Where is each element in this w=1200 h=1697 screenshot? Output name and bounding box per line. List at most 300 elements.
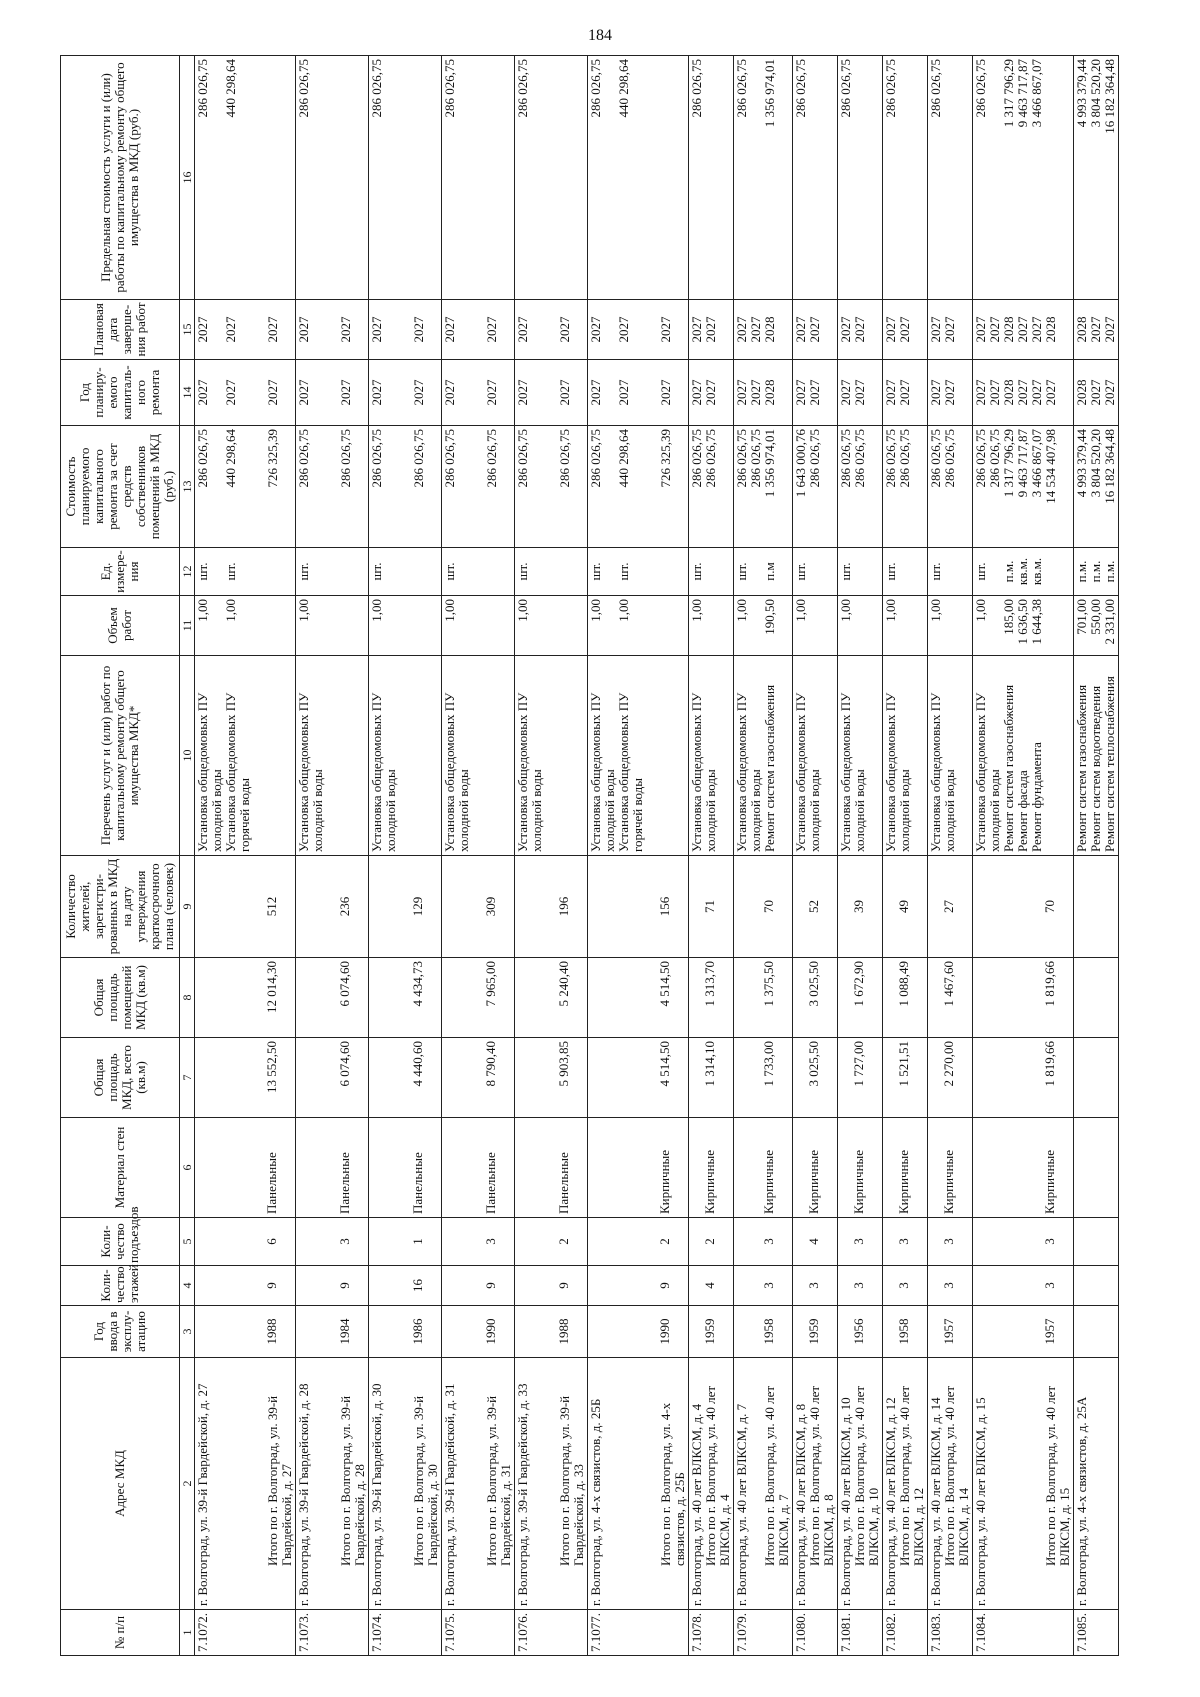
limit-cost-cell — [734, 56, 793, 300]
unit-cell — [369, 548, 442, 596]
entrances-cell: 3 — [928, 1218, 973, 1266]
limit-cost-line: 286 026,75 — [689, 59, 704, 118]
row-number-cell: 7.1082. — [883, 1610, 928, 1656]
cost-line — [457, 429, 471, 544]
cost-line — [530, 429, 544, 544]
works-line: Установка общедомовых ПУ — [442, 692, 457, 852]
works-line — [339, 659, 353, 852]
table-row — [928, 56, 973, 1656]
year-cell — [1074, 1306, 1119, 1358]
rotated-table-sheet — [60, 56, 1168, 1656]
residents-cell: 196 — [515, 856, 588, 958]
address-line: г. Волгоград, ул. 40 лет ВЛКСМ, д. 12 — [883, 1397, 898, 1606]
premises-area-cell: 3 025,50 — [793, 958, 838, 1038]
works-line: Ремонт систем теплоснабжения — [1102, 676, 1117, 852]
column-header: Общая площадь МКД, всего (кв.м) — [61, 1038, 180, 1118]
plan-year-cell — [973, 360, 1074, 426]
plan-year-line: 2027 — [807, 379, 822, 406]
volume-cell — [838, 596, 883, 656]
plan-year-line: 2028 — [1001, 379, 1016, 406]
column-header: Материал стен — [61, 1118, 180, 1218]
column-number: 1 — [180, 1610, 195, 1656]
row-number-cell: 7.1083. — [928, 1610, 973, 1656]
total-area-cell: 13 552,50 — [195, 1038, 296, 1118]
end-date-line: 2027 — [1029, 316, 1044, 343]
column-header: Адрес МКД — [61, 1358, 180, 1610]
address-line — [238, 1361, 252, 1606]
row-number-cell: 7.1078. — [689, 1610, 734, 1656]
limit-cost-line — [266, 59, 280, 296]
works-cell — [1074, 656, 1119, 856]
limit-cost-line: 4 993 379,44 — [1074, 59, 1089, 128]
plan-year-line: 2027 — [484, 379, 499, 406]
column-number: 2 — [180, 1358, 195, 1610]
cost-line — [645, 429, 659, 544]
total-area-cell: 8 790,40 — [442, 1038, 515, 1118]
cost-line: 1 356 974,01 — [762, 429, 777, 498]
plan-year-cell — [838, 360, 883, 426]
table-row — [442, 56, 515, 1656]
end-date-cell — [928, 300, 973, 360]
volume-cell — [1074, 596, 1119, 656]
unit-line — [210, 551, 224, 592]
works-cell — [883, 656, 928, 856]
volume-line — [530, 599, 544, 652]
plan-year-cell — [515, 360, 588, 426]
cost-line: 286 026,75 — [807, 429, 822, 488]
works-line: Ремонт фундамента — [1029, 742, 1044, 852]
volume-line: 1,00 — [616, 599, 631, 622]
limit-cost-line: 286 026,75 — [369, 59, 384, 118]
plan-year-line: 2027 — [557, 379, 572, 406]
limit-cost-line: 286 026,75 — [973, 59, 988, 118]
address-line — [1103, 1361, 1117, 1606]
end-date-line — [631, 303, 645, 356]
cost-line: 3 804 520,20 — [1088, 429, 1103, 498]
unit-line: шт. — [928, 562, 943, 581]
column-number: 9 — [180, 856, 195, 958]
plan-year-line: 2027 — [689, 379, 704, 406]
limit-cost-line — [412, 59, 426, 296]
limit-cost-line: 286 026,75 — [883, 59, 898, 118]
plan-year-line: 2027 — [616, 379, 631, 406]
limit-cost-line — [457, 59, 471, 296]
unit-line — [808, 551, 822, 592]
unit-cell — [296, 548, 369, 596]
floors-cell — [1074, 1266, 1119, 1306]
table-row — [369, 56, 442, 1656]
column-header: Ед. измере-ния — [61, 548, 180, 596]
end-date-line: 2027 — [265, 316, 280, 343]
entrances-cell: 2 — [689, 1218, 734, 1266]
unit-cell — [515, 548, 588, 596]
end-date-line: 2027 — [411, 316, 426, 343]
end-date-line: 2027 — [942, 316, 957, 343]
year-cell: 1984 — [296, 1306, 369, 1358]
plan-year-line — [471, 363, 485, 422]
table-row — [1074, 56, 1119, 1656]
table-row — [296, 56, 369, 1656]
total-area-cell: 6 074,60 — [296, 1038, 369, 1118]
address-line: Итого по г. Волгоград, ул. 40 лет ВЛКСМ, д. 12 — [897, 1382, 926, 1566]
plan-year-line: 2027 — [703, 379, 718, 406]
works-line: холодной воды — [987, 769, 1002, 852]
cost-line: 286 026,75 — [588, 429, 603, 488]
column-header: № п/п — [61, 1610, 180, 1656]
row-number-cell: 7.1076. — [515, 1610, 588, 1656]
cost-line: 1 317 796,29 — [1001, 429, 1016, 498]
address-cell — [1074, 1358, 1119, 1610]
unit-line: шт. — [793, 562, 808, 581]
cost-line — [325, 429, 339, 544]
works-line: холодной воды — [529, 769, 544, 852]
unit-line: шт. — [223, 562, 238, 581]
table-header — [61, 56, 195, 1656]
cost-cell — [515, 426, 588, 548]
cost-line: 286 026,75 — [689, 429, 704, 488]
plan-year-cell — [588, 360, 689, 426]
unit-line — [898, 551, 912, 592]
address-line: Итого по г. Волгоград, ул. 39-й Гвардейской, д. 31 — [484, 1392, 513, 1566]
end-date-line: 2028 — [1001, 316, 1016, 343]
floors-cell: 9 — [515, 1266, 588, 1306]
address-line: Итого по г. Волгоград, ул. 39-й Гвардейской, д. 33 — [557, 1392, 586, 1566]
year-cell: 1958 — [734, 1306, 793, 1358]
table-row — [588, 56, 689, 1656]
volume-line — [645, 599, 659, 652]
volume-line — [603, 599, 617, 652]
residents-cell: 156 — [588, 856, 689, 958]
end-date-line: 2027 — [515, 316, 530, 343]
plan-year-line — [210, 363, 224, 422]
address-line: г. Волгоград, ул. 40 лет ВЛКСМ, д. 15 — [973, 1397, 988, 1606]
volume-line: 1,00 — [195, 599, 210, 622]
cost-line: 16 182 364,48 — [1102, 429, 1117, 504]
works-cell — [296, 656, 369, 856]
entrances-cell: 3 — [973, 1218, 1074, 1266]
unit-line — [1044, 551, 1058, 592]
unit-cell — [883, 548, 928, 596]
unit-cell — [689, 548, 734, 596]
cost-line: 286 026,75 — [369, 429, 384, 488]
cost-line — [398, 429, 412, 544]
end-date-cell — [793, 300, 838, 360]
row-number-cell: 7.1080. — [793, 1610, 838, 1656]
address-cell — [442, 1358, 515, 1610]
works-line: холодной воды — [310, 769, 325, 852]
works-cell — [689, 656, 734, 856]
address-line: г. Волгоград, ул. 40 лет ВЛКСМ, д. 7 — [734, 1403, 749, 1606]
end-date-line — [530, 303, 544, 356]
plan-year-line: 2027 — [265, 379, 280, 406]
address-line — [988, 1361, 1002, 1606]
unit-line — [853, 551, 867, 592]
address-line: г. Волгоград, ул. 39-й Гвардейской, д. 31 — [442, 1383, 457, 1606]
cost-line: 726 325,39 — [265, 429, 280, 488]
column-header: Стоимость планируемого капитального ремонта за счет средств собственников помещений в МКД (руб.) — [61, 426, 180, 548]
works-cell — [195, 656, 296, 856]
end-date-line: 2027 — [838, 316, 853, 343]
wall-material-cell: Кирпичные — [973, 1118, 1074, 1218]
end-date-line: 2027 — [807, 316, 822, 343]
year-cell: 1988 — [515, 1306, 588, 1358]
entrances-cell: 1 — [369, 1218, 442, 1266]
total-area-cell: 1 521,51 — [883, 1038, 928, 1118]
end-date-line — [210, 303, 224, 356]
residents-cell: 71 — [689, 856, 734, 958]
plan-year-line: 2027 — [658, 379, 673, 406]
unit-line — [943, 551, 957, 592]
works-line — [412, 659, 426, 852]
cost-cell — [588, 426, 689, 548]
wall-material-cell: Кирпичные — [883, 1118, 928, 1218]
volume-line: 1,00 — [838, 599, 853, 622]
cost-line: 14 534 407,98 — [1043, 429, 1058, 504]
cost-line — [471, 429, 485, 544]
premises-area-cell: 4 434,73 — [369, 958, 442, 1038]
end-date-cell — [588, 300, 689, 360]
plan-year-line — [457, 363, 471, 422]
address-line: г. Волгоград, ул. 39-й Гвардейской, д. 27 — [195, 1383, 210, 1606]
works-line: Установка общедомовых ПУ — [195, 692, 210, 852]
end-date-line: 2027 — [883, 316, 898, 343]
end-date-line — [544, 303, 558, 356]
unit-line: шт. — [689, 562, 704, 581]
limit-cost-line: 286 026,75 — [928, 59, 943, 118]
floors-cell: 3 — [883, 1266, 928, 1306]
unit-line: шт. — [195, 562, 210, 581]
plan-year-cell — [369, 360, 442, 426]
residents-cell: 512 — [195, 856, 296, 958]
address-line — [1089, 1361, 1103, 1606]
plan-year-line — [603, 363, 617, 422]
cost-cell — [793, 426, 838, 548]
end-date-line — [238, 303, 252, 356]
row-number-cell: 7.1084. — [973, 1610, 1074, 1656]
residents-cell: 70 — [973, 856, 1074, 958]
cost-line — [384, 429, 398, 544]
works-line: Установка общедомовых ПУ — [689, 692, 704, 852]
cost-cell — [973, 426, 1074, 548]
unit-line — [252, 551, 266, 592]
address-line: Итого по г. Волгоград, ул. 39-й Гвардейской, д. 30 — [411, 1392, 440, 1566]
cost-line: 3 466 867,07 — [1029, 429, 1044, 498]
works-line: Установка общедомовых ПУ — [588, 692, 603, 852]
end-date-line: 2027 — [195, 316, 210, 343]
unit-line — [325, 551, 339, 592]
plan-year-line: 2027 — [1102, 379, 1117, 406]
end-date-line: 2027 — [296, 316, 311, 343]
limit-cost-line — [943, 59, 957, 296]
unit-line — [704, 551, 718, 592]
plan-year-line: 2027 — [1029, 379, 1044, 406]
works-line: Ремонт систем водоотведения — [1088, 685, 1103, 852]
address-line — [1016, 1361, 1030, 1606]
total-area-cell — [1074, 1038, 1119, 1118]
limit-cost-cell — [883, 56, 928, 300]
works-line: холодной воды — [942, 769, 957, 852]
volume-line: 1,00 — [296, 599, 311, 622]
works-cell — [928, 656, 973, 856]
unit-line — [398, 551, 412, 592]
address-line — [311, 1361, 325, 1606]
works-line: холодной воды — [703, 769, 718, 852]
limit-cost-line: 16 182 364,48 — [1102, 59, 1117, 134]
plan-year-line: 2027 — [973, 379, 988, 406]
works-line — [1044, 659, 1058, 852]
volume-line — [485, 599, 499, 652]
works-line — [659, 659, 673, 852]
volume-line — [1044, 599, 1058, 652]
volume-line: 1,00 — [588, 599, 603, 622]
volume-cell — [588, 596, 689, 656]
unit-line — [988, 551, 1002, 592]
cost-line: 9 463 717,87 — [1015, 429, 1030, 498]
works-line: Установка общедомовых ПУ — [369, 692, 384, 852]
plan-year-line — [384, 363, 398, 422]
wall-material-cell: Панельные — [369, 1118, 442, 1218]
volume-cell — [369, 596, 442, 656]
volume-line — [558, 599, 572, 652]
works-line: холодной воды — [897, 769, 912, 852]
address-line: г. Волгоград, ул. 4-х связистов, д. 25Б — [588, 1398, 603, 1606]
floors-cell: 9 — [442, 1266, 515, 1306]
end-date-line: 2027 — [1015, 316, 1030, 343]
plan-year-line: 2028 — [1074, 379, 1089, 406]
end-date-line: 2027 — [852, 316, 867, 343]
floors-cell: 3 — [928, 1266, 973, 1306]
works-line: Ремонт систем газоснабжения — [1001, 684, 1016, 852]
end-date-line — [311, 303, 325, 356]
plan-year-line: 2027 — [987, 379, 1002, 406]
volume-line: 2 331,00 — [1102, 599, 1117, 645]
limit-cost-line: 9 463 717,87 — [1015, 59, 1030, 128]
volume-line — [266, 599, 280, 652]
wall-material-cell — [1074, 1118, 1119, 1218]
cost-cell — [689, 426, 734, 548]
column-header: Коли-чество подъездов — [61, 1218, 180, 1266]
limit-cost-line: 286 026,75 — [195, 59, 210, 118]
end-date-cell — [296, 300, 369, 360]
volume-cell — [973, 596, 1074, 656]
works-cell — [973, 656, 1074, 856]
end-date-line: 2028 — [762, 316, 777, 343]
limit-cost-line — [311, 59, 325, 296]
cost-cell — [928, 426, 973, 548]
volume-cell — [442, 596, 515, 656]
cost-line — [631, 429, 645, 544]
plan-year-line: 2027 — [1088, 379, 1103, 406]
end-date-cell — [442, 300, 515, 360]
cost-line: 286 026,75 — [987, 429, 1002, 488]
unit-line: шт. — [734, 562, 749, 581]
end-date-cell — [515, 300, 588, 360]
address-line: Итого по г. Волгоград, ул. 39-й Гвардейской, д. 28 — [338, 1392, 367, 1566]
works-line: Ремонт систем газоснабжения — [762, 684, 777, 852]
address-line — [631, 1361, 645, 1606]
limit-cost-cell — [195, 56, 296, 300]
end-date-line: 2027 — [734, 316, 749, 343]
table-row — [973, 56, 1074, 1656]
plan-year-line — [325, 363, 339, 422]
limit-cost-line — [544, 59, 558, 296]
volume-line — [384, 599, 398, 652]
plan-year-line: 2027 — [195, 379, 210, 406]
limit-cost-line: 3 804 520,20 — [1088, 59, 1103, 128]
cost-line — [311, 429, 325, 544]
premises-area-cell: 5 240,40 — [515, 958, 588, 1038]
cost-line: 286 026,75 — [734, 429, 749, 488]
plan-year-cell — [296, 360, 369, 426]
works-line: Ремонт фасада — [1015, 770, 1030, 852]
column-number: 13 — [180, 426, 195, 548]
unit-cell — [793, 548, 838, 596]
plan-year-line — [544, 363, 558, 422]
unit-line — [631, 551, 645, 592]
limit-cost-line: 286 026,75 — [296, 59, 311, 118]
limit-cost-line — [1044, 59, 1058, 296]
table-row — [195, 56, 296, 1656]
address-line — [210, 1361, 224, 1606]
column-number: 14 — [180, 360, 195, 426]
end-date-line: 2027 — [973, 316, 988, 343]
limit-cost-line — [898, 59, 912, 296]
total-area-cell: 1 819,66 — [973, 1038, 1074, 1118]
volume-line: 701,00 — [1074, 599, 1089, 635]
works-line — [558, 659, 572, 852]
unit-line: шт. — [588, 562, 603, 581]
plan-year-line: 2027 — [515, 379, 530, 406]
plan-year-cell — [689, 360, 734, 426]
premises-area-cell: 1 467,60 — [928, 958, 973, 1038]
works-cell — [793, 656, 838, 856]
end-date-cell — [1074, 300, 1119, 360]
cost-cell — [442, 426, 515, 548]
floors-cell: 9 — [195, 1266, 296, 1306]
cost-line: 440 298,64 — [223, 429, 238, 488]
floors-cell: 3 — [734, 1266, 793, 1306]
end-date-line — [603, 303, 617, 356]
residents-cell: 52 — [793, 856, 838, 958]
plan-year-line: 2027 — [411, 379, 426, 406]
limit-cost-line: 1 356 974,01 — [762, 59, 777, 128]
row-number-cell: 7.1085. — [1074, 1610, 1119, 1656]
end-date-cell — [973, 300, 1074, 360]
end-date-line: 2028 — [1043, 316, 1058, 343]
end-date-line — [398, 303, 412, 356]
cost-line: 286 026,75 — [928, 429, 943, 488]
works-line: холодной воды — [383, 769, 398, 852]
plan-year-line — [645, 363, 659, 422]
end-date-line: 2027 — [1102, 316, 1117, 343]
volume-line — [325, 599, 339, 652]
unit-line: п.м. — [1074, 560, 1089, 583]
header-row — [61, 56, 180, 1656]
floors-cell: 16 — [369, 1266, 442, 1306]
address-line: г. Волгоград, ул. 39-й Гвардейской, д. 28 — [296, 1383, 311, 1606]
address-cell — [515, 1358, 588, 1610]
limit-cost-line — [252, 59, 266, 296]
volume-cell — [515, 596, 588, 656]
works-line: холодной воды — [748, 769, 763, 852]
end-date-line: 2027 — [928, 316, 943, 343]
limit-cost-cell — [588, 56, 689, 300]
volume-line — [808, 599, 822, 652]
address-line: г. Волгоград, ул. 40 лет ВЛКСМ, д. 4 — [689, 1403, 704, 1606]
end-date-line: 2027 — [588, 316, 603, 343]
end-date-line — [471, 303, 485, 356]
works-cell — [588, 656, 689, 856]
